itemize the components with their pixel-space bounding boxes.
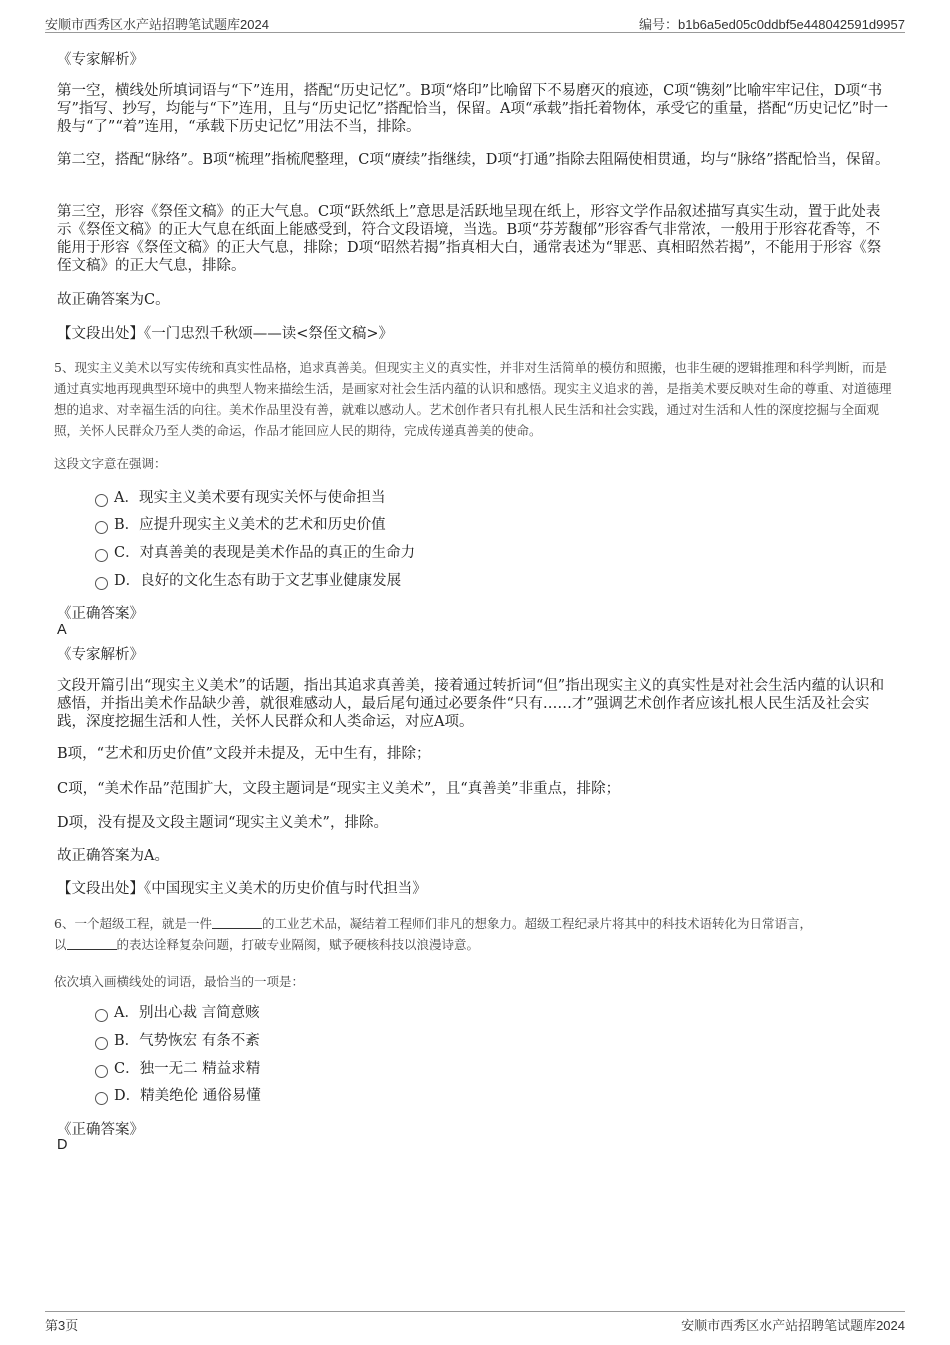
q6-question-line1: 6、一个超级工程，就是一件 的工业艺术品，凝结着工程师们非凡的想象力。超级工程纪录片将其中的科技术语转化为日常语言，	[54, 916, 812, 931]
q5-analysis-label: 《专家解析》	[57, 647, 144, 663]
radio-icon[interactable]	[95, 1065, 108, 1078]
q5-analysis-para2: B项，“艺术和历史价值”文段并未提及，无中生有，排除；	[57, 746, 431, 762]
radio-icon[interactable]	[95, 521, 108, 534]
q5-answer-label: 《正确答案》	[57, 606, 144, 622]
radio-icon[interactable]	[95, 577, 108, 590]
q5-option-d[interactable]: D．良好的文化生态有助于文艺事业健康发展	[95, 571, 401, 591]
q5-analysis-para1: 文段开篇引出“现实主义美术”的话题，指出其追求真善美，接着通过转折词“但”指出现实主义的真实性是对社会生活内蕴的认识和感悟，并指出美术作品缺少善，就很难感动人，最后尾句通过必要条件“只有……才”强调艺术创作者应该扎根人民生活及社会实践，深度挖掘生活和人性，关怀人民群众和人类命运，对应A项。	[57, 678, 885, 730]
q5-option-b[interactable]: B．应提升现实主义美术的艺术和历史价值	[95, 515, 386, 535]
q5-question-text: 5、现实主义美术以写实传统和真实性品格，追求真善美。但现实主义的真实性，并非对生活简单的模仿和照搬，也非生硬的逻辑推理和科学判断，而是通过真实地再现典型环境中的典型人物来描绘生活，是画家对社会生活内蕴的认识和感悟。现实主义追求的善，是指美术要反映对生命的尊重、对道德理想的追求、对幸福生活的向往。美术作品里没有善，就难以感动人。艺术创作者只有扎根人民生活和社会实践，通过对生活和人性的深度挖掘与全面观照，关怀人民群众乃至人类的命运，作品才能回应人民的期待，完成传递真善美的使命。	[54, 360, 892, 438]
page-footer	[45, 1311, 905, 1334]
q5-prompt: 这段文字意在强调：	[54, 456, 167, 471]
q4-analysis-label: 《专家解析》	[57, 52, 144, 68]
page-header	[45, 12, 905, 33]
q6-prompt: 依次填入画横线处的词语，最恰当的一项是：	[54, 974, 305, 989]
q6-option-d[interactable]: D．精美绝伦 通俗易懂	[95, 1086, 261, 1106]
radio-icon[interactable]	[95, 494, 108, 507]
q6-option-c[interactable]: C．独一无二 精益求精	[95, 1059, 260, 1079]
q6-answer-label: 《正确答案》	[57, 1122, 144, 1138]
header-code: 编号：b1b6a5ed05c0ddbf5e448042591d9957	[638, 17, 905, 32]
q4-conclusion: 故正确答案为C。	[57, 292, 170, 308]
q5-answer: A	[57, 622, 67, 638]
radio-icon[interactable]	[95, 1092, 108, 1105]
q6-answer: D	[57, 1137, 68, 1153]
header-title: 安顺市西秀区水产站招聘笔试题库2024	[45, 17, 269, 32]
q5-source: 【文段出处】《中国现实主义美术的历史价值与时代担当》	[57, 881, 427, 897]
q5-analysis-para4: D项，没有提及文段主题词“现实主义美术”，排除。	[57, 815, 388, 831]
fill-blank	[67, 937, 117, 950]
q4-analysis-para3: 第三空，形容《祭侄文稿》的正大气息。C项“跃然纸上”意思是活跃地呈现在纸上，形容文学作品叙述描写真实生动，置于此处表示《祭侄文稿》的正大气息在纸面上能感受到，符合文段语境，当选。B项“芬芳馥郁”形容香气非常浓，一般用于形容花香等，不能用于形容《祭侄文稿》的正大气息，排除；D项“昭然若揭”指真相大白，通常表述为“罪恶、真相昭然若揭”，不能用于形容《祭侄文稿》的正大气息，排除。	[57, 204, 882, 274]
q6-option-b[interactable]: B．气势恢宏 有条不紊	[95, 1031, 260, 1051]
q4-analysis-para1: 第一空，横线处所填词语与“下”连用，搭配“历史记忆”。B项“烙印”比喻留下不易磨灭的痕迹，C项“镌刻”比喻牢牢记住，D项“书写”指写、抄写，均能与“下”连用，且与“历史记忆”搭配恰当，保留。A项“承载”指托着物体，承受它的重量，搭配“历史记忆”时一般与“了”“着”连用，“承载下历史记忆”用法不当，排除。	[57, 83, 889, 135]
q4-analysis-para2: 第二空，搭配“脉络”。B项“梳理”指梳爬整理，C项“赓续”指继续，D项“打通”指除去阻隔使相贯通，均与“脉络”搭配恰当，保留。	[57, 152, 890, 168]
q5-analysis-para3: C项，“美术作品”范围扩大，文段主题词是“现实主义美术”，且“真善美”非重点，排除；	[57, 781, 621, 797]
q6-question-line2: 以 的表达诠释复杂问题，打破专业隔阂，赋予硬核科技以浪漫诗意。	[54, 937, 480, 952]
q5-option-c[interactable]: C．对真善美的表现是美术作品的真正的生命力	[95, 543, 415, 563]
radio-icon[interactable]	[95, 549, 108, 562]
q5-option-a[interactable]: A．现实主义美术要有现实关怀与使命担当	[95, 488, 385, 508]
q4-source: 【文段出处】《一门忠烈千秋颂——读<祭侄文稿>》	[57, 326, 394, 342]
fill-blank	[212, 916, 262, 929]
footer-title: 安顺市西秀区水产站招聘笔试题库2024	[681, 1318, 905, 1333]
q5-conclusion: 故正确答案为A。	[57, 848, 169, 864]
footer-page-number: 第3页	[45, 1318, 79, 1333]
q6-option-a[interactable]: A．别出心裁 言简意赅	[95, 1003, 260, 1023]
radio-icon[interactable]	[95, 1037, 108, 1050]
radio-icon[interactable]	[95, 1009, 108, 1022]
